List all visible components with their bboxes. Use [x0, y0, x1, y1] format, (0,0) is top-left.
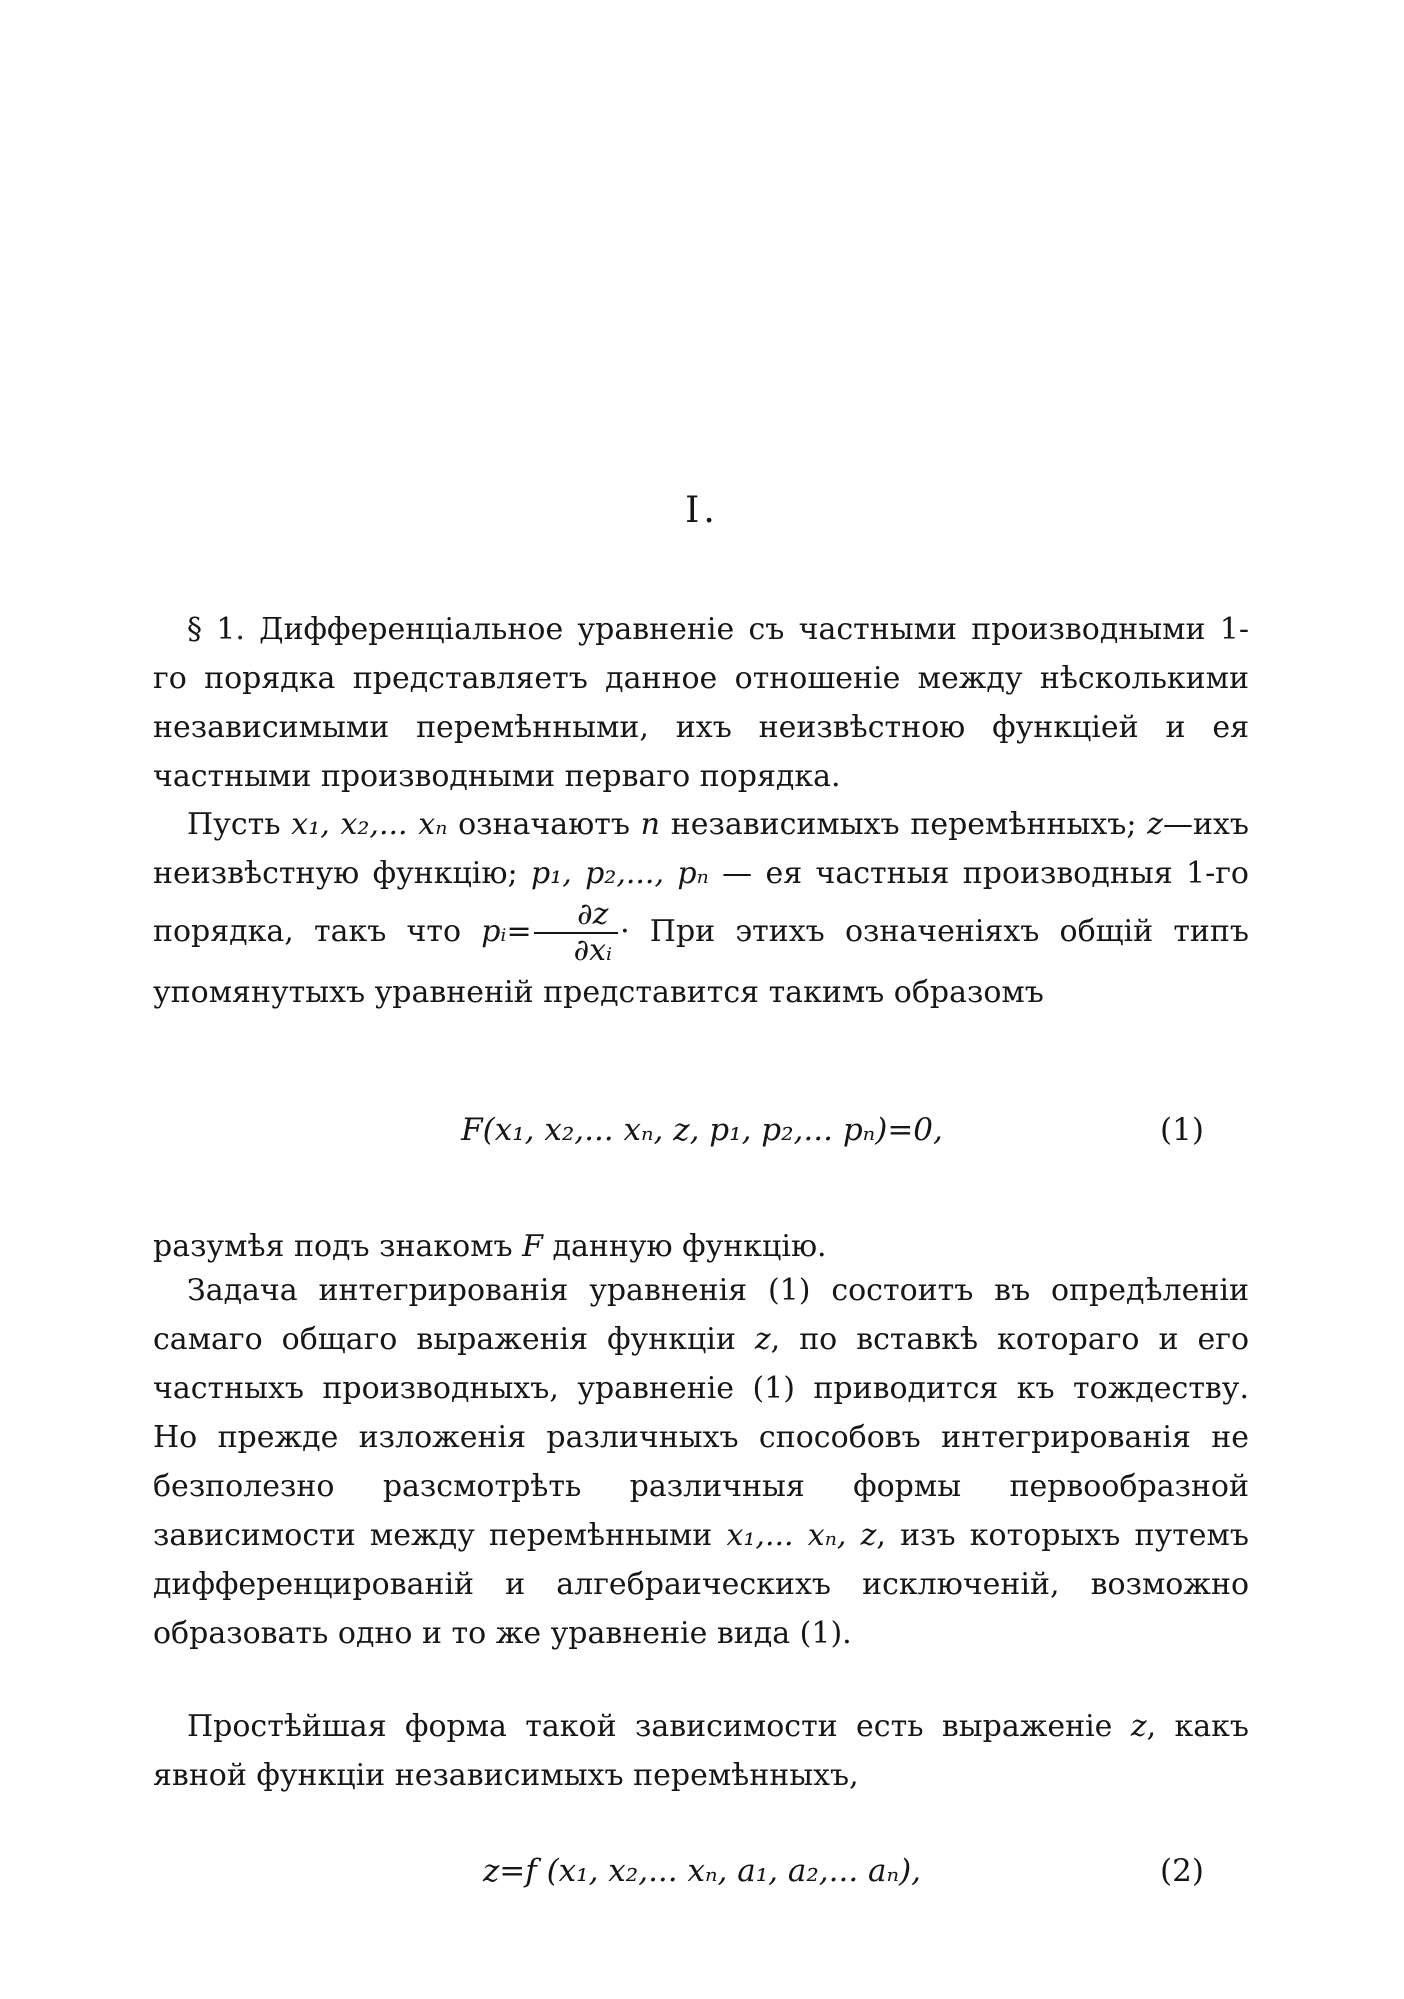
- paragraph-section-1: § 1. Дифференціальное уравненіе съ частными производными 1-го порядка представляетъ данное отношеніе между нѣсколькими независимыми перемѣнными, ихъ неизвѣстною функціей и ея частными производными перваго порядка.: [153, 612, 1249, 794]
- text-run: означаютъ: [447, 807, 641, 842]
- math-variables-p: p₁, p₂,..., pₙ: [530, 856, 709, 891]
- chapter-heading: I.: [685, 490, 719, 531]
- math-n: n: [640, 807, 660, 842]
- fraction-numerator: ∂z: [534, 898, 618, 934]
- text-run: — ея частныя производныя 1-го порядка, такъ что: [153, 856, 1249, 949]
- text-run: данную функцію.: [542, 1229, 827, 1264]
- equation-2: [0, 1846, 1404, 1896]
- math-pi: pᵢ=: [481, 914, 532, 949]
- text-run: Простѣйшая форма такой зависимости есть выраженіе: [187, 1709, 1131, 1744]
- equation-2-body: z=f (x₁, x₂,... xₙ, a₁, a₂,... aₙ),: [482, 1853, 922, 1889]
- text-run: Задача интегрированія уравненія (1) состоитъ въ опредѣленіи самаго общаго выраженія функціи: [153, 1273, 1249, 1357]
- text-run: , изъ которыхъ путемъ дифференцированій и алгебраическихъ исключеній, возможно образовать одно и то же уравненіе вида (1).: [153, 1518, 1249, 1651]
- text-run: разумѣя подъ знакомъ: [153, 1229, 523, 1264]
- text-run: · При этихъ означеніяхъ общій типъ упомянутыхъ уравненій представится такимъ образомъ: [153, 914, 1250, 1010]
- paragraph-simplest-form: [153, 1702, 1249, 1800]
- math-variables-xz: x₁,... xₙ, z: [726, 1518, 877, 1553]
- text-run: независимыхъ перемѣнныхъ;: [659, 807, 1148, 842]
- math-variables-x: x₁, x₂,... xₙ: [291, 807, 448, 842]
- text-run: , какъ явной функціи независимыхъ перемѣнныхъ,: [153, 1709, 1249, 1793]
- equation-2-number: (2): [1160, 1853, 1204, 1889]
- partial-derivative-fraction: [534, 898, 618, 968]
- text-run: , по вставкѣ котораго и его частныхъ производныхъ, уравненіе (1) приводится къ тождеству. Но прежде изложенія различныхъ способовъ интегрированія не безполезно разсмотрѣть различныя формы первообразной зависимости между перемѣнными: [153, 1322, 1250, 1553]
- equation-1-body: F(x₁, x₂,... xₙ, z, p₁, p₂,... pₙ)=0,: [461, 1112, 943, 1148]
- paragraph-notation: [153, 800, 1249, 1017]
- fraction-denominator: ∂xᵢ: [573, 933, 613, 968]
- math-z: z: [1130, 1709, 1147, 1744]
- text-run: —ихъ неизвѣстную функцію;: [153, 807, 1249, 891]
- paragraph-F-definition: [153, 1222, 1249, 1271]
- equation-1: [0, 1105, 1404, 1155]
- math-z: z: [754, 1322, 771, 1357]
- equation-1-number: (1): [1160, 1112, 1204, 1148]
- math-F: F: [522, 1229, 543, 1264]
- text-run: Пусть: [187, 807, 292, 842]
- paragraph-integration-task: [153, 1266, 1249, 1658]
- math-z: z: [1147, 807, 1163, 842]
